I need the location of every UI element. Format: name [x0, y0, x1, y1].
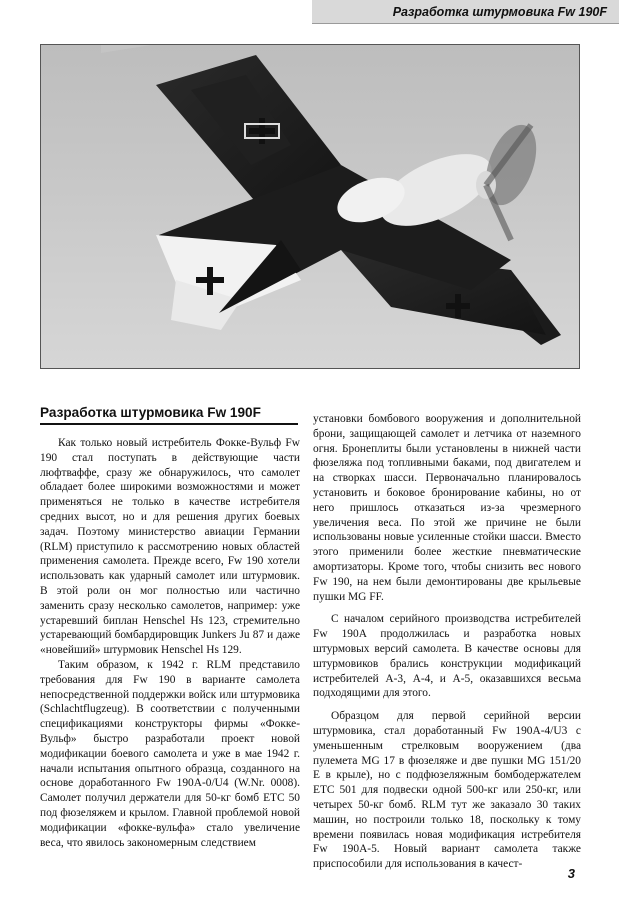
running-title: Разработка штурмовика Fw 190F — [392, 4, 607, 19]
paragraph: установки бомбового вооружения и дополнительной брони, защищающей самолет и летчика от наземного огня. Бронеплиты были установлены в нижней части фюзеляжа под топливными баками, под двигателем и на створках шасси. Первоначально планировалось установить и боковое бронирование кабины, но от него пришлось отказаться из-за чрезмерного увеличения веса. По этой же причине не были использованы новые усиленные стойки шасси. Вместо этого применили более жесткие пневматические амортизаторы. Кроме того, чтобы снизить вес нового Fw 190, на нем были демонтированы две крыльевые пушки MG FF. — [313, 413, 581, 603]
section-heading — [40, 405, 298, 425]
aircraft-image — [41, 45, 579, 368]
paragraph: Таким образом, к 1942 г. RLM представило требования для Fw 190 в варианте самолета непосредственной поддержки войск или штурмовика (Schlachtflugzeug). В соответствии с полученными спецификациями конструкторы фирмы «Фокке-Вульф» быстро разработали проект новой модификации боевого самолета и уже в мае 1942 г. начали испытания опытного образца, созданного на основе доработанного Fw 190A-0/U4 (W.Nr. 0008). Самолет получил держатели для 50-кг бомб ETC 50 под фюзеляжем и крылом. Главной проблемой новой модификации «фокке-вульфа» стало увеличение веса, что явилось закономерным следствием — [40, 658, 300, 849]
title-underline — [40, 423, 298, 425]
aircraft-photo — [40, 44, 580, 369]
page-number: 3 — [567, 866, 575, 881]
running-header — [312, 0, 619, 24]
right-column — [313, 412, 581, 872]
paragraph: Образцом для первой серийной версии штурмовика, стал доработанный Fw 190A-4/U3 с уменьшенным стрелковым вооружением (два пулемета MG 17 в фюзеляже и две пушки MG 151/20 E в крыле), но с подфюзеляжным бомбодержателем ETC 501 для подвески одной 500-кг или 250-кг, или четырех 50-кг бомб. RLM тут же заказало 30 таких машин, но построили только 18, поскольку к тому времени появилась новая модификация истребителя Fw 190A-5. Новый вариант самолета также приспособили для использования в качест- — [313, 710, 581, 871]
paragraph: С началом серийного производства истребителей Fw 190A продолжилась и разработка новых штурмовых версий самолета. В качестве основы для штурмовиков брались конструкции модификаций истребителей А-3, А-4, и А-5, оказавшихся весьма подходящими для этого. — [313, 613, 581, 700]
article-title: Разработка штурмовика Fw 190F — [40, 405, 261, 420]
paragraph: Как только новый истребитель Фокке-Вульф Fw 190 стал поступать в действующие части люфтваффе, сразу же обнаружилось, что самолет обладает более широкими возможностями и может применяться не только в качестве истребителя средних высот, но и для решения других боевых задач. Поэтому министерство авиации Германии (RLM) приступило к рассмотрению новых областей применения самолета. Прежде всего, Fw 190 хотели использовать как ударный самолет или штурмовик. В этой роли он мог полностью или частично заменить сразу несколько самолетов, например: уже устаревший биплан Henschel Hs 123, стремительно устаревающий бомбардировщик Junkers Ju 87 и даже «новейший» штурмовик Henschel Hs 129. — [40, 437, 300, 657]
left-column — [40, 436, 300, 850]
